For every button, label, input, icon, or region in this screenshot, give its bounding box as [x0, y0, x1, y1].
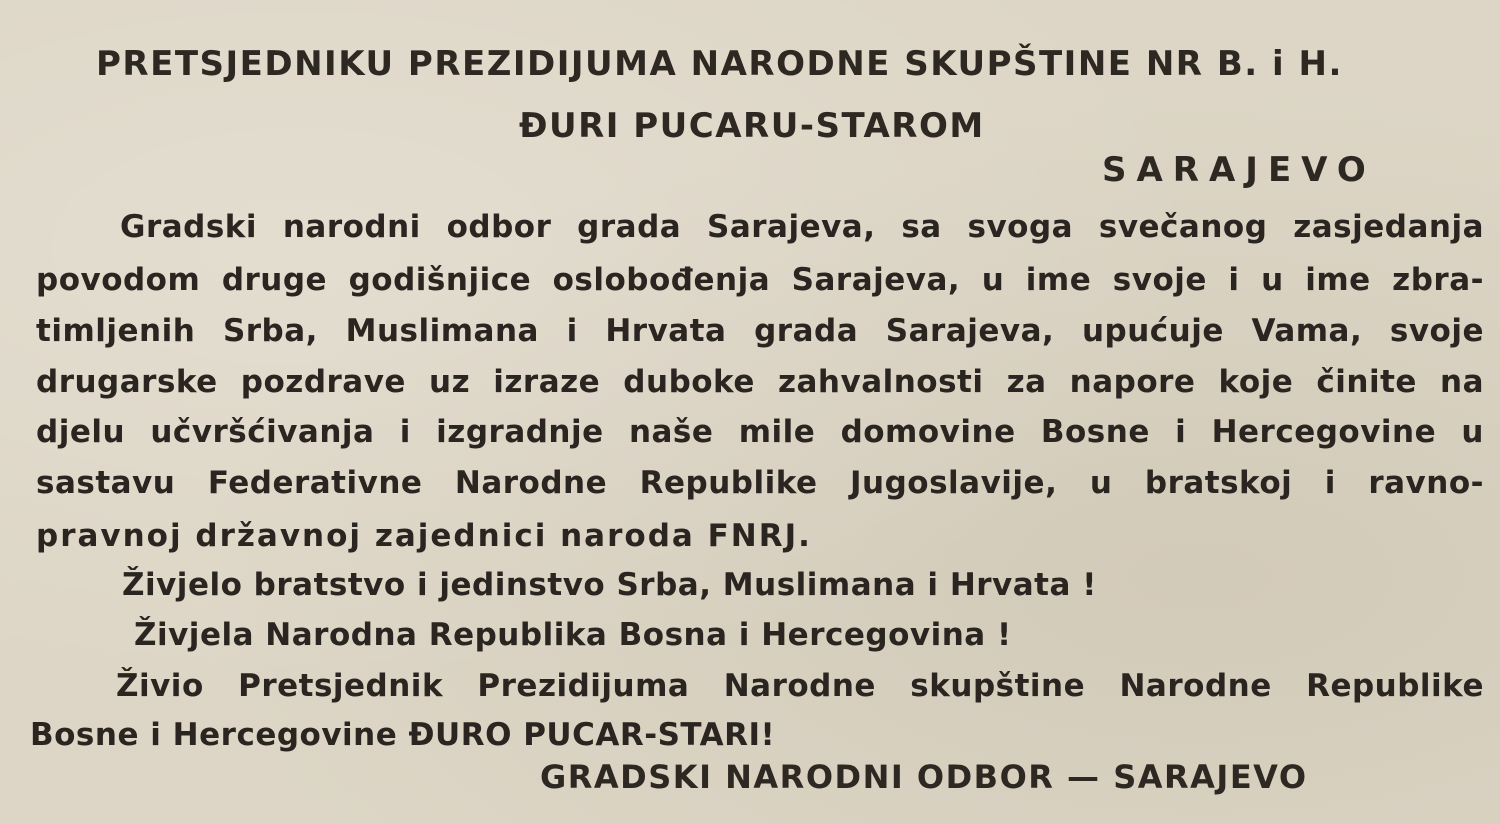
signature: GRADSKI NARODNI ODBOR — SARAJEVO: [540, 758, 1308, 796]
paragraph-line-2: povodom druge godišnjice oslobođenja Sarajeva, u ime svoje i u ime zbra-: [36, 262, 1484, 298]
paragraph-line-6: sastavu Federativne Narodne Republike Jugoslavije, u bratskoj i ravno-: [36, 465, 1484, 501]
paragraph-line-1: Gradski narodni odbor grada Sarajeva, sa svoga svečanog zasjedanja: [120, 209, 1484, 245]
paragraph-line-7: pravnoj državnoj zajednici naroda FNRJ.: [36, 518, 812, 554]
addressee-name: ĐURI PUCARU-STAROM: [519, 106, 985, 146]
paragraph-line-5: djelu učvršćivanja i izgradnje naše mile domovine Bosne i Hercegovine u: [36, 414, 1484, 450]
slogan-brotherhood: Živjelo bratstvo i jedinstvo Srba, Muslimana i Hrvata !: [122, 567, 1097, 603]
slogan-republic: Živjela Narodna Republika Bosna i Hercegovina !: [134, 617, 1012, 653]
paragraph-line-4: drugarske pozdrave uz izraze duboke zahvalnosti za napore koje činite na: [36, 364, 1484, 400]
addressee-city: SARAJEVO: [1102, 150, 1376, 190]
paragraph-line-3: timljenih Srba, Muslimana i Hrvata grada Sarajeva, upućuje Vama, svoje: [36, 313, 1484, 349]
slogan-president-line-2: Bosne i Hercegovine ĐURO PUCAR-STARI!: [30, 717, 776, 753]
slogan-president-line-1: Živio Pretsjednik Prezidijuma Narodne skupštine Narodne Republike: [116, 668, 1484, 704]
addressee-title: PRETSJEDNIKU PREZIDIJUMA NARODNE SKUPŠTINE NR B. i H.: [96, 44, 1343, 84]
